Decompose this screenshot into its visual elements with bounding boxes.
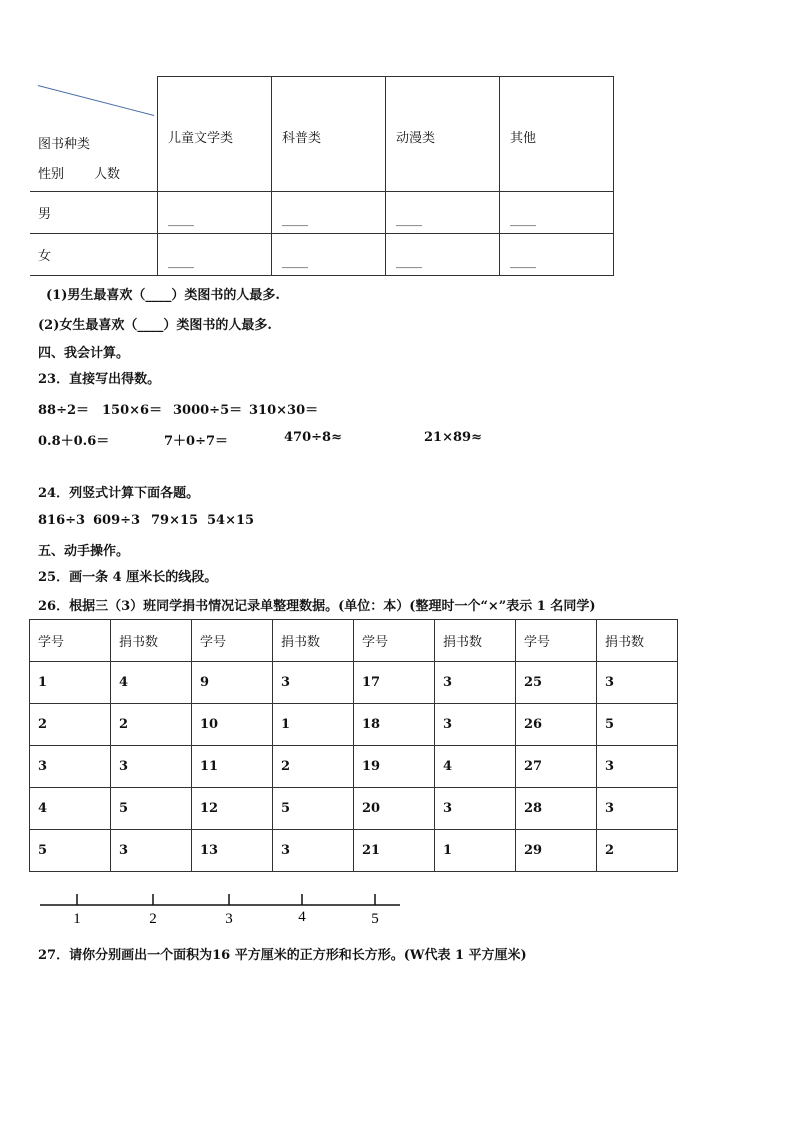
corner-label-gender: 性别 <box>38 166 65 182</box>
column-header: 捐书数 <box>273 620 354 662</box>
table-cell: 3 <box>273 662 354 704</box>
answer-blank[interactable]: ____ <box>386 234 500 276</box>
table-cell: 5 <box>111 788 192 830</box>
number-line-label: 3 <box>225 911 233 927</box>
row-label-male: 男 <box>30 192 158 234</box>
calc-item: 21×89≈ <box>424 430 482 445</box>
calc-item: 310×30＝ <box>249 403 319 418</box>
calc-item: 54×15 <box>207 513 255 528</box>
table-cell: 3 <box>30 746 111 788</box>
table-row <box>30 830 678 872</box>
book-survey-table <box>30 76 614 276</box>
donation-record-table <box>29 619 678 872</box>
table-cell: 5 <box>30 830 111 872</box>
column-header: 其他 <box>500 77 614 192</box>
table-cell: 11 <box>192 746 273 788</box>
answer-blank[interactable]: ____ <box>386 192 500 234</box>
column-header: 科普类 <box>272 77 386 192</box>
calc-item: 88÷2＝ <box>38 403 90 418</box>
table-row <box>30 662 678 704</box>
table-cell: 1 <box>30 662 111 704</box>
number-line <box>40 888 410 928</box>
table-row <box>30 704 678 746</box>
table-cell: 19 <box>354 746 435 788</box>
table-cell: 3 <box>273 830 354 872</box>
column-header: 学号 <box>354 620 435 662</box>
table-cell: 2 <box>597 830 678 872</box>
column-header: 捐书数 <box>435 620 516 662</box>
table-cell: 3 <box>111 830 192 872</box>
table-row <box>30 746 678 788</box>
calc-item: 609÷3 <box>93 513 141 528</box>
table-cell: 12 <box>192 788 273 830</box>
column-header: 捐书数 <box>597 620 678 662</box>
table-cell: 3 <box>597 746 678 788</box>
table-cell: 1 <box>273 704 354 746</box>
table-cell: 2 <box>111 704 192 746</box>
calc-item: 7＋0÷7＝ <box>164 434 229 449</box>
corner-label-count: 人数 <box>94 166 121 182</box>
table-corner-header <box>30 77 158 192</box>
table-cell: 5 <box>597 704 678 746</box>
section-4-title: 四、我会计算。 <box>38 346 130 361</box>
question-27: 27．请你分别画出一个面积为16 平方厘米的正方形和长方形。(W代表 1 平方厘米) <box>38 948 527 963</box>
calc-item: 3000÷5＝ <box>173 403 243 418</box>
answer-blank[interactable]: ____ <box>500 192 614 234</box>
column-header: 学号 <box>192 620 273 662</box>
column-header: 学号 <box>30 620 111 662</box>
calc-item: 150×6＝ <box>102 403 163 418</box>
table-cell: 3 <box>597 788 678 830</box>
answer-blank[interactable]: ____ <box>500 234 614 276</box>
table-cell: 3 <box>435 788 516 830</box>
table-cell: 5 <box>273 788 354 830</box>
table-cell: 3 <box>597 662 678 704</box>
table-header-row <box>30 620 678 662</box>
column-header: 学号 <box>516 620 597 662</box>
question-2: (2)女生最喜欢（____）类图书的人最多. <box>38 318 272 333</box>
table-cell: 9 <box>192 662 273 704</box>
question-1: (1)男生最喜欢（____）类图书的人最多. <box>46 288 280 303</box>
question-26: 26．根据三（3）班同学捐书情况记录单整理数据。(单位：本）(整理时一个“×”表示 1 名同学) <box>38 599 596 614</box>
table-cell: 4 <box>435 746 516 788</box>
table-row <box>30 788 678 830</box>
calc-item: 0.8＋0.6＝ <box>38 434 110 449</box>
table-cell: 3 <box>435 704 516 746</box>
calc-item: 816÷3 <box>38 513 86 528</box>
column-header: 动漫类 <box>386 77 500 192</box>
table-cell: 28 <box>516 788 597 830</box>
number-line-label: 2 <box>149 911 157 927</box>
answer-blank[interactable]: ____ <box>272 234 386 276</box>
calc-item: 79×15 <box>151 513 199 528</box>
table-cell: 25 <box>516 662 597 704</box>
section-5-title: 五、动手操作。 <box>38 544 130 559</box>
column-header: 捐书数 <box>111 620 192 662</box>
answer-blank[interactable]: ____ <box>158 234 272 276</box>
answer-blank[interactable]: ____ <box>272 192 386 234</box>
table-cell: 20 <box>354 788 435 830</box>
table-cell: 10 <box>192 704 273 746</box>
table-cell: 4 <box>111 662 192 704</box>
row-label-female: 女 <box>30 234 158 276</box>
table-cell: 27 <box>516 746 597 788</box>
question-25: 25．画一条 4 厘米长的线段。 <box>38 570 218 585</box>
table-cell: 26 <box>516 704 597 746</box>
corner-label-book-type: 图书种类 <box>38 136 91 152</box>
table-cell: 3 <box>111 746 192 788</box>
answer-blank[interactable]: ____ <box>158 192 272 234</box>
table-row <box>30 192 614 234</box>
question-24-title: 24．列竖式计算下面各题。 <box>38 486 200 501</box>
number-line-label: 4 <box>298 909 306 925</box>
number-line-label: 1 <box>73 911 81 927</box>
column-header: 儿童文学类 <box>158 77 272 192</box>
table-cell: 18 <box>354 704 435 746</box>
table-cell: 17 <box>354 662 435 704</box>
table-row <box>30 234 614 276</box>
table-cell: 2 <box>30 704 111 746</box>
number-line-label: 5 <box>371 911 379 927</box>
table-cell: 29 <box>516 830 597 872</box>
diagonal-divider <box>38 85 154 116</box>
table-cell: 1 <box>435 830 516 872</box>
question-23-title: 23．直接写出得数。 <box>38 372 161 387</box>
table-cell: 2 <box>273 746 354 788</box>
table-cell: 21 <box>354 830 435 872</box>
table-cell: 13 <box>192 830 273 872</box>
table-cell: 4 <box>30 788 111 830</box>
calc-item: 470÷8≈ <box>284 430 342 445</box>
table-cell: 3 <box>435 662 516 704</box>
